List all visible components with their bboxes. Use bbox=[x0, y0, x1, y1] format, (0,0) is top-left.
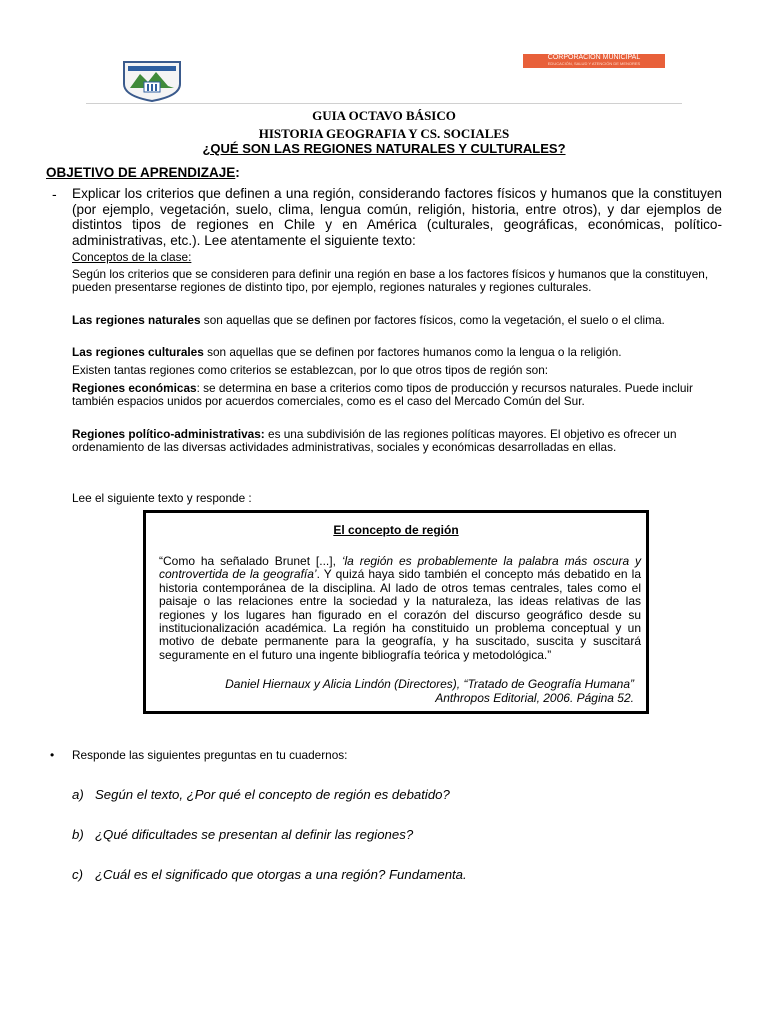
header-divider bbox=[86, 103, 682, 104]
question-b: b) ¿Qué dificultades se presentan al definir las regiones? bbox=[72, 827, 414, 842]
municipal-corporation-logo bbox=[523, 54, 665, 68]
questions-instruction: Responde las siguientes preguntas en tu cuadernos: bbox=[72, 748, 348, 762]
quote-box bbox=[143, 510, 649, 714]
quote-citation: Daniel Hiernaux y Alicia Lindón (Directores), “Tratado de Geografía Humana” Anthropos Editorial, 2006. Página 52. bbox=[225, 677, 634, 705]
question-a: a) Según el texto, ¿Por qué el concepto de región es debatido? bbox=[72, 787, 450, 802]
quote-title: El concepto de región bbox=[333, 523, 459, 537]
objective-dash: - bbox=[52, 186, 57, 202]
subject-title: HISTORIA GEOGRAFIA Y CS. SOCIALES bbox=[258, 126, 510, 141]
economic-regions-paragraph: Regiones económicas: se determina en base a criterios como tipos de producción y recursos naturales. Puede incluir también espacios unidos por acuerdos comerciales, como es el caso del Mercado Común del Sur. bbox=[72, 381, 693, 408]
objective-heading: OBJETIVO DE APRENDIZAJE: bbox=[46, 165, 240, 180]
quote-text: “Como ha señalado Brunet [...], ‘la región es probablemente la palabra más oscura y controvertida de la geografía’. Y quizá haya sido también el concepto más debatido en la historia contemporánea de la disciplina. Al lado de otros temas centrales, tales como el paisaje o las relaciones entre la sociedad y la naturaleza, las ideas relativas de las regiones y los lugares han figurado en el corazón del discurso geográfico desde su institucionalización académica. La región ha constituido un problema conceptual y un motivo de debate permanente para la geografía, y ha suscitado, suscita y suscitará seguramente en el futuro una ingente bibliografía teórica y metodológica.” bbox=[159, 554, 642, 662]
main-question-title: ¿QUÉ SON LAS REGIONES NATURALES Y CULTURALES? bbox=[202, 141, 566, 156]
logo-right-title: CORPORACIÓN MUNICIPAL bbox=[547, 54, 641, 61]
question-c: c) ¿Cuál es el significado que otorgas a una región? Fundamenta. bbox=[72, 867, 467, 882]
bullet-icon: • bbox=[50, 748, 55, 762]
natural-regions-paragraph: Las regiones naturales son aquellas que se definen por factores físicos, como la vegetación, el suelo o el clima. bbox=[72, 313, 665, 327]
read-prompt: Lee el siguiente texto y responde : bbox=[72, 491, 252, 505]
objective-text: Explicar los criterios que definen a una región, considerando factores físicos y humanos que la constituyen (por ejemplo, vegetación, suelo, clima, lengua común, religión, historia, entre otros), y dar ejemplos de distintos tipos de regiones en Chile y en América (culturales, geográficas, económicas, político-administrativas, etc.). Lee atentamente el siguiente texto: bbox=[72, 186, 722, 248]
political-regions-paragraph: Regiones político-administrativas: es una subdivisión de las regiones políticas mayores. El objetivo es ofrecer un ordenamiento de las diversas actividades administrativas, sociales y económicas desarrolladas en ellas. bbox=[72, 427, 677, 454]
other-regions-intro: Existen tantas regiones como criterios se establezcan, por lo que otros tipos de región son: bbox=[72, 363, 549, 377]
cultural-regions-paragraph: Las regiones culturales son aquellas que se definen por factores humanos como la lengua o la religión. bbox=[72, 345, 622, 359]
school-crest-logo bbox=[120, 58, 184, 102]
concepts-heading: Conceptos de la clase: bbox=[72, 250, 192, 264]
guide-title: GUIA OCTAVO BÁSICO bbox=[312, 108, 456, 123]
logo-right-subtitle: EDUCACIÓN, SALUD Y ATENCIÓN DE MENORES bbox=[547, 61, 641, 66]
concepts-intro: Según los criterios que se consideren para definir una región en base a los factores físicos y humanos que la constituyen, pueden presentarse regiones de distinto tipo, por ejemplo, regiones naturales y regiones culturales. bbox=[72, 267, 709, 294]
